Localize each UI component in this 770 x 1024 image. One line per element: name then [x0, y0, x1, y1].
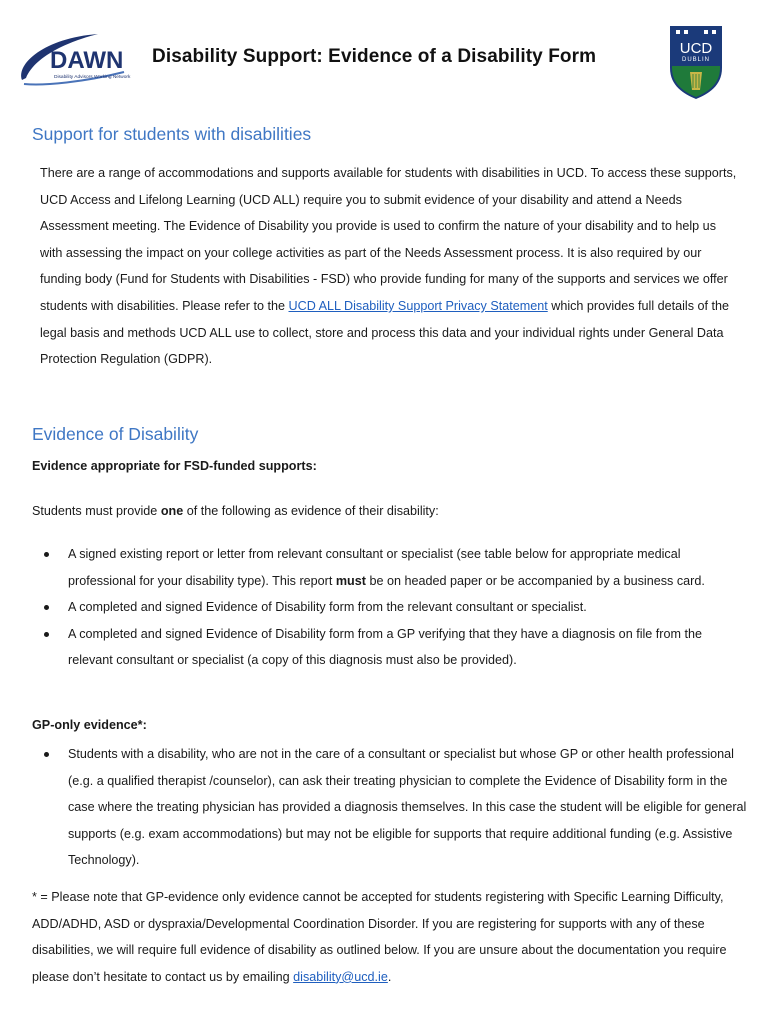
fsd-evidence-item: [38, 621, 750, 674]
fsd-evidence-list: [38, 541, 750, 674]
fsd-intro-emphasis: one: [160, 504, 184, 518]
gp-subheading: GP-only evidence*:: [32, 718, 147, 732]
dawn-logo-name: DAWN: [50, 47, 124, 74]
fsd-item-text: A signed existing report or letter from relevant consultant or specialist (see table below for appropriate medical professional for your disability type). This report: [68, 547, 681, 588]
disability-email-link[interactable]: disability@ucd.ie: [293, 969, 388, 984]
ucd-crest-text: UCD: [679, 40, 713, 57]
bullet-icon: [44, 752, 49, 757]
support-paragraph-text-1: There are a range of accommodations and supports available for students with disabilities in UCD. To access these supports, UCD Access and Lifelong Learning (UCD ALL) require you to submit evidence of your disability and attend a Needs Assessment meeting. The Evidence of Disability you provide is used to confirm the nature of your disability and to help us with assessing the impact on your college activities as part of the Needs Assessment process. It is also required by our funding body (Fund for Students with Disabilities - FSD) who provide funding for many of the supports and services we offer students with disabilities. Please refer to the: [40, 166, 737, 313]
bullet-icon: [44, 552, 49, 557]
support-paragraph-text-2: which provides full details of the legal basis and methods UCD ALL use to collect, store and process this data and your individual rights under General Data Protection Regulation (GDPR).: [40, 298, 730, 367]
fsd-subheading: Evidence appropriate for FSD-funded supports:: [32, 459, 317, 473]
dawn-logo: [14, 28, 138, 90]
fsd-item-text-end: be on headed paper or be accompanied by a business card.: [365, 573, 705, 588]
fsd-intro-text-1: Students must provide: [32, 504, 161, 518]
bullet-icon: [44, 632, 49, 637]
page-title: Disability Support: Evidence of a Disability Form: [152, 46, 597, 67]
bullet-icon: [44, 605, 49, 610]
fsd-item-text: A completed and signed Evidence of Disability form from the relevant consultant or specialist.: [68, 600, 587, 615]
gp-item-text: Students with a disability, who are not in the care of a consultant or specialist but whose GP or other health professional (e.g. a qualified therapist /counselor), can ask their treating physician to complete the Evidence of Disability form in the case where the treating physician has provided a diagnosis themselves. In this case the student will be eligible for general supports (e.g. exam accommodations) but may not be eligible for supports that require additional funding (e.g. Assistive Technology).: [68, 747, 747, 868]
section-heading-support: Support for students with disabilities: [32, 124, 312, 144]
support-paragraph: [40, 160, 740, 373]
gp-evidence-list: [38, 741, 750, 874]
fsd-evidence-item: [38, 541, 750, 594]
gp-note-text: * = Please note that GP-evidence only evidence cannot be accepted for students registering with Specific Learning Difficulty, ADD/ADHD, ASD or dyspraxia/Developmental Coordination Disorder. If you are registering for supports with any of these disabilities, we will require full evidence of disability as outlined below. If you are unsure about the documentation you require please don’t hesitate to contact us by emailing: [32, 890, 727, 984]
privacy-statement-link[interactable]: UCD ALL Disability Support Privacy Statement: [288, 298, 548, 313]
gp-evidence-item: [38, 741, 750, 874]
gp-note-paragraph: [32, 884, 750, 990]
fsd-intro-text-2: of the following as evidence of their disability:: [183, 504, 439, 518]
fsd-intro: [32, 504, 439, 518]
fsd-item-emphasis: must: [335, 573, 366, 588]
fsd-evidence-item: [38, 594, 750, 621]
fsd-item-text: A completed and signed Evidence of Disability form from a GP verifying that they have a diagnosis on file from the relevant consultant or specialist (a copy of this diagnosis must also be provided).: [68, 626, 702, 668]
ucd-crest-subtext: DUBLIN: [681, 57, 711, 63]
section-heading-evidence: Evidence of Disability: [32, 424, 199, 444]
gp-note-text-end: .: [387, 969, 392, 984]
dawn-logo-tagline: Disability Advisors Working Network: [54, 75, 131, 80]
ucd-crest-logo: [668, 24, 724, 100]
